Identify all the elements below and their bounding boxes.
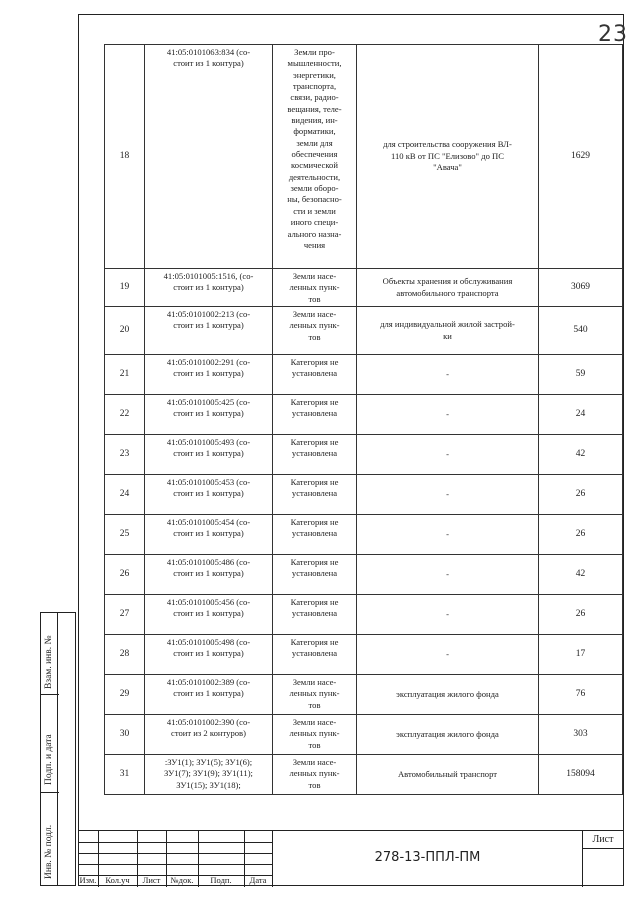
page-number: 23 — [598, 22, 628, 47]
permitted-use-cell: - — [357, 515, 539, 555]
document-code: 278-13-ППЛ-ПМ — [374, 850, 481, 865]
row-number: 30 — [105, 715, 145, 755]
land-category-cell: Категория не установлена — [273, 515, 357, 555]
table-row — [105, 355, 623, 395]
area-cell: 24 — [539, 395, 623, 435]
side-value-column — [57, 612, 76, 886]
land-category-cell: Земли про- мышленности, энергетики, транспорта, связи, радио- вещания, теле- видения, ин- форматики, земли для обеспечения космической деятельности, земли оборо- ны, безопасно- сти и земли иного специ- ального назна- чения — [273, 45, 357, 269]
row-number: 25 — [105, 515, 145, 555]
stamp-list-label: Лист — [142, 875, 161, 885]
row-number: 24 — [105, 475, 145, 515]
area-cell: 26 — [539, 595, 623, 635]
land-category-cell: Категория не установлена — [273, 635, 357, 675]
table-row — [105, 307, 623, 355]
permitted-use-cell: - — [357, 395, 539, 435]
cadastral-number-cell: 41:05:0101005:493 (со- стоит из 1 контура) — [145, 435, 273, 475]
row-number: 18 — [105, 45, 145, 269]
permitted-use-cell: - — [357, 555, 539, 595]
area-cell: 17 — [539, 635, 623, 675]
permitted-use-cell: для строительства сооружения ВЛ- 110 кВ от ПС "Елизово" до ПС "Авача" — [357, 45, 539, 269]
permitted-use-cell: - — [357, 475, 539, 515]
land-category-cell: Категория не установлена — [273, 595, 357, 635]
area-cell: 26 — [539, 515, 623, 555]
area-cell: 1629 — [539, 45, 623, 269]
land-category-cell: Земли насе- ленных пунк- тов — [273, 269, 357, 307]
cadastral-number-cell: 41:05:0101002:389 (со- стоит из 1 контура) — [145, 675, 273, 715]
area-cell: 158094 — [539, 755, 623, 795]
cadastral-number-cell: 41:05:0101002:213 (со- стоит из 1 контура) — [145, 307, 273, 355]
area-cell: 26 — [539, 475, 623, 515]
table-row — [105, 395, 623, 435]
side-stamp — [40, 612, 76, 886]
table-row — [105, 435, 623, 475]
land-category-cell: Категория не установлена — [273, 555, 357, 595]
row-number: 22 — [105, 395, 145, 435]
permitted-use-cell: Объекты хранения и обслуживания автомобильного транспорта — [357, 269, 539, 307]
cadastral-number-cell: 41:05:0101005:454 (со- стоит из 1 контура) — [145, 515, 273, 555]
side-label-inv: Инв. № подл. — [44, 824, 54, 879]
stamp-izm-label: Изм. — [79, 875, 97, 885]
stamp-ndok-label: №док. — [170, 875, 194, 885]
table-row — [105, 515, 623, 555]
row-number: 27 — [105, 595, 145, 635]
permitted-use-cell: - — [357, 635, 539, 675]
permitted-use-cell: - — [357, 355, 539, 395]
table-row — [105, 675, 623, 715]
cadastral-number-cell: 41:05:0101005:1516, (со- стоит из 1 контура) — [145, 269, 273, 307]
row-number: 23 — [105, 435, 145, 475]
permitted-use-cell: для индивидуальной жилой застрой- ки — [357, 307, 539, 355]
land-category-cell: Земли насе- ленных пунк- тов — [273, 307, 357, 355]
title-block-sheet — [582, 831, 624, 887]
land-plots-table — [104, 44, 623, 795]
cadastral-number-cell: 41:05:0101005:486 (со- стоит из 1 контура) — [145, 555, 273, 595]
table-row — [105, 555, 623, 595]
permitted-use-cell: - — [357, 435, 539, 475]
land-category-cell: Категория не установлена — [273, 475, 357, 515]
row-number: 31 — [105, 755, 145, 795]
permitted-use-cell: эксплуатация жилого фонда — [357, 675, 539, 715]
cadastral-number-cell: 41:05:0101005:453 (со- стоит из 1 контура) — [145, 475, 273, 515]
row-number: 20 — [105, 307, 145, 355]
title-block-grid — [78, 831, 272, 887]
row-number: 29 — [105, 675, 145, 715]
side-label-podp: Подп. и дата — [44, 734, 54, 785]
table-row — [105, 715, 623, 755]
cadastral-number-cell: 41:05:0101005:456 (со- стоит из 1 контура) — [145, 595, 273, 635]
land-category-cell: Категория не установлена — [273, 355, 357, 395]
cadastral-number-cell: :ЗУ1(1); ЗУ1(5); ЗУ1(6); ЗУ1(7); ЗУ1(9); ЗУ1(11); ЗУ1(15); ЗУ1(18); — [145, 755, 273, 795]
stamp-podp-label: Подп. — [210, 875, 232, 885]
permitted-use-cell: Автомобильный транспорт — [357, 755, 539, 795]
permitted-use-cell: - — [357, 595, 539, 635]
permitted-use-cell: эксплуатация жилого фонда — [357, 715, 539, 755]
table-row — [105, 595, 623, 635]
area-cell: 76 — [539, 675, 623, 715]
row-number: 28 — [105, 635, 145, 675]
land-category-cell: Земли насе- ленных пунк- тов — [273, 675, 357, 715]
land-category-cell: Категория не установлена — [273, 395, 357, 435]
sheet-label: Лист — [583, 831, 623, 849]
row-number: 19 — [105, 269, 145, 307]
stamp-kol-label: Кол.уч — [105, 875, 130, 885]
side-label-vzam: Взам. инв. № — [44, 635, 54, 689]
area-cell: 303 — [539, 715, 623, 755]
area-cell: 42 — [539, 435, 623, 475]
row-number: 26 — [105, 555, 145, 595]
table-row — [105, 635, 623, 675]
table-row — [105, 475, 623, 515]
cadastral-number-cell: 41:05:0101002:390 (со- стоит из 2 контуров) — [145, 715, 273, 755]
area-cell: 3069 — [539, 269, 623, 307]
table-row — [105, 755, 623, 795]
area-cell: 59 — [539, 355, 623, 395]
land-category-cell: Земли насе- ленных пунк- тов — [273, 715, 357, 755]
side-label-column — [40, 612, 58, 886]
table-row — [105, 269, 623, 307]
land-category-cell: Категория не установлена — [273, 435, 357, 475]
land-category-cell: Земли насе- ленных пунк- тов — [273, 755, 357, 795]
title-block-main — [272, 831, 582, 887]
cadastral-number-cell: 41:05:0101005:498 (со- стоит из 1 контура) — [145, 635, 273, 675]
cadastral-number-cell: 41:05:0101002:291 (со- стоит из 1 контура) — [145, 355, 273, 395]
cadastral-number-cell: 41:05:0101063:834 (со- стоит из 1 контура) — [145, 45, 273, 269]
row-number: 21 — [105, 355, 145, 395]
stamp-data-label: Дата — [249, 875, 267, 885]
title-block — [78, 830, 624, 886]
area-cell: 42 — [539, 555, 623, 595]
cadastral-number-cell: 41:05:0101005:425 (со- стоит из 1 контура) — [145, 395, 273, 435]
table-row — [105, 45, 623, 269]
area-cell: 540 — [539, 307, 623, 355]
